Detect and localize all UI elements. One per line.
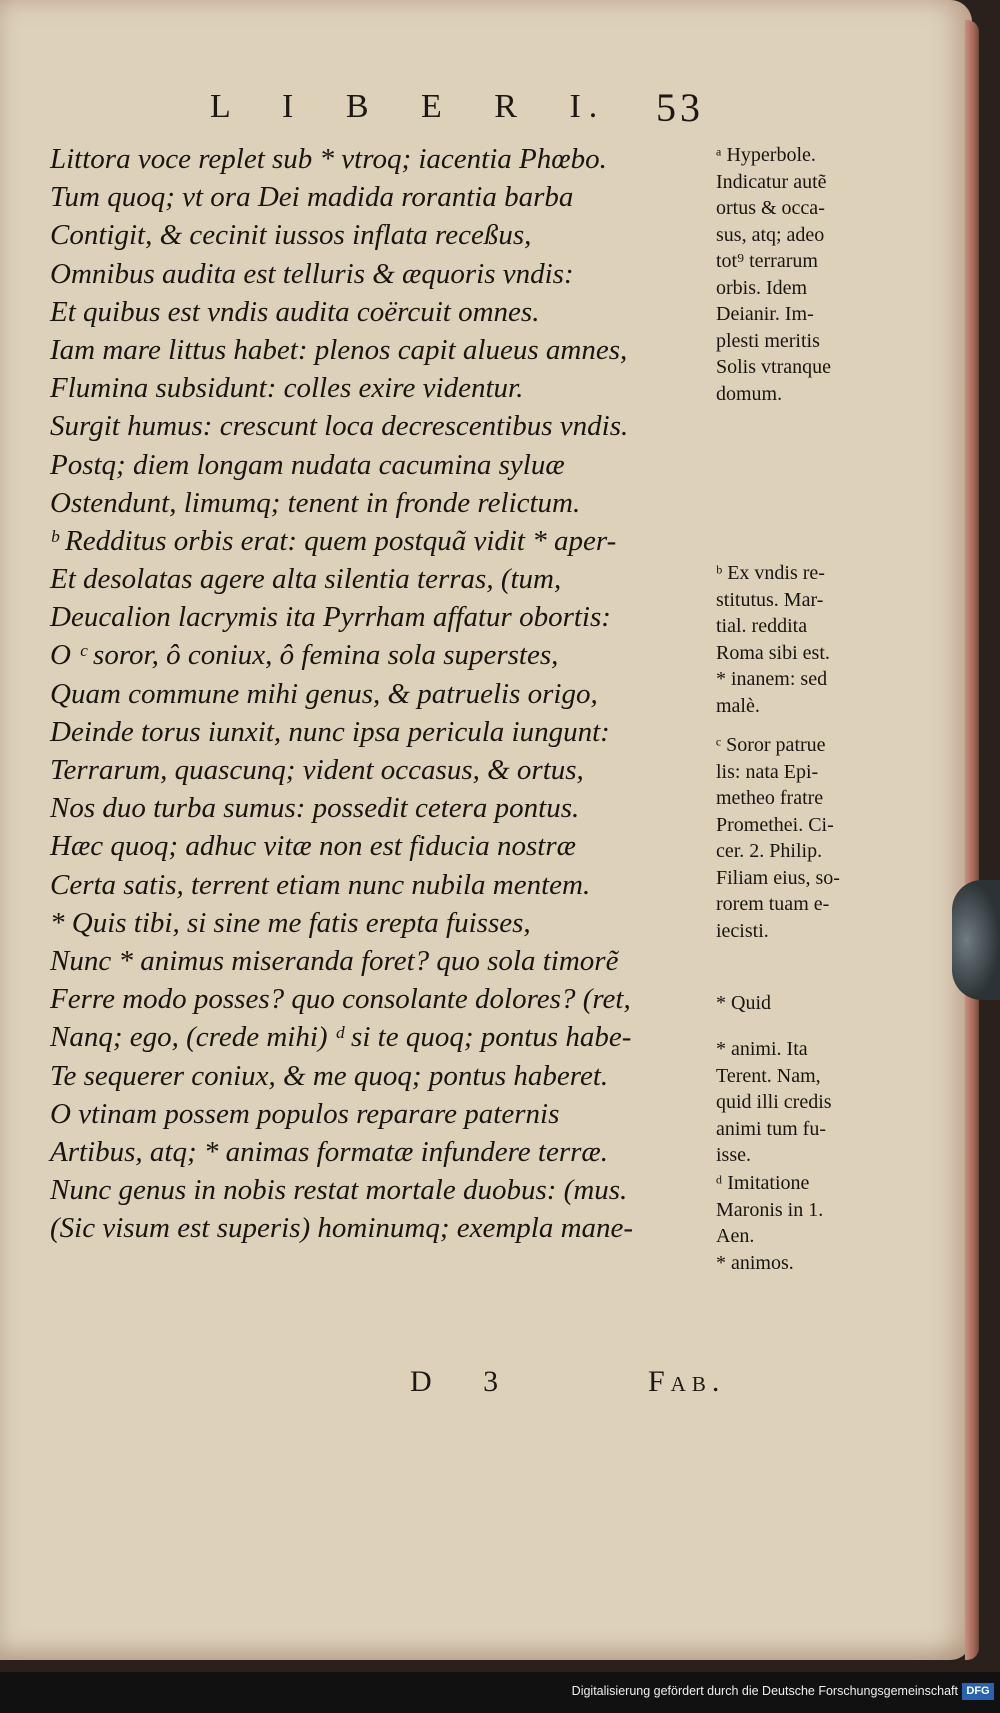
marginal-note — [716, 142, 898, 407]
note-line: tot⁹ terrarum — [716, 250, 818, 272]
note-line: Indicatur autẽ — [716, 170, 827, 193]
verse-line: Terrarum, quascunq; vident occasus, & ortus, — [50, 754, 584, 786]
running-header — [210, 84, 730, 134]
catchline — [410, 1365, 730, 1415]
verse-line: Nunc genus in nobis restat mortale duobus: (mus. — [50, 1174, 628, 1207]
verse-line: Nanq; ego, (crede mihi) ᵈ si te quoq; pontus habe- — [50, 1021, 632, 1054]
note-line: ᵃ Hyperbole. — [716, 144, 816, 166]
note-line: Roma sibi est. — [716, 641, 830, 664]
verse-line: Deucalion lacrymis ita Pyrrham affatur obortis: — [50, 601, 611, 634]
note-line: cer. 2. Philip. — [716, 840, 823, 862]
note-line: tial. reddita — [716, 615, 808, 637]
note-line: plesti meritis — [716, 329, 820, 352]
verse-line: O ᶜ soror, ô coniux, ô femina sola superstes, — [50, 639, 559, 672]
note-line: * animos. — [716, 1251, 794, 1274]
funding-credit: Digitalisierung gefördert durch die Deutsche Forschungsgemeinschaft — [571, 1684, 958, 1698]
note-line: orbis. Idem — [716, 276, 808, 299]
verse-line: O vtinam possem populos reparare paternis — [50, 1097, 560, 1130]
marginal-note — [716, 732, 898, 944]
note-line: Deianir. Im- — [716, 303, 814, 325]
marginal-note — [716, 1036, 898, 1169]
digitization-footer — [0, 1672, 1000, 1713]
catchword: Fab. — [648, 1365, 726, 1398]
verse-line: Flumina subsidunt: colles exire videntur. — [50, 372, 524, 405]
note-line: quid illi credis — [716, 1091, 832, 1113]
note-line: malè. — [716, 694, 760, 717]
marginal-note — [716, 1170, 898, 1276]
dfg-logo[interactable]: DFG — [962, 1683, 994, 1700]
verse-line: Te sequerer coniux, & me quoq; pontus haberet. — [50, 1059, 609, 1092]
note-line: rorem tuam e- — [716, 893, 830, 915]
verse-line: Artibus, atq; * animas formatæ infundere terræ. — [50, 1135, 608, 1168]
note-line: sus, atq; adeo — [716, 223, 825, 246]
verse-line: Et desolatas agere alta silentia terras, (tum, — [50, 563, 562, 596]
verse-line: Deinde torus iunxit, nunc ipsa pericula iungunt: — [50, 715, 610, 748]
verse-line: * Quis tibi, si sine me fatis erepta fuisses, — [50, 906, 531, 939]
verse-line: (Sic visum est superis) hominumq; exempla mane- — [50, 1212, 634, 1245]
note-line: Solis vtranque — [716, 356, 831, 378]
verse-line: Iam mare littus habet: plenos capit alueus amnes, — [50, 333, 628, 366]
verse-line: Postq; diem longam nudata cacumina syluæ — [50, 448, 565, 481]
marginal-note — [716, 560, 898, 719]
book-clasp — [952, 880, 1000, 1000]
verse-line: Littora voce replet sub * vtroq; iacentia Phœbo. — [50, 143, 607, 175]
note-line: Terent. Nam, — [716, 1064, 821, 1087]
page-edge — [965, 20, 979, 1660]
verse-line: Omnibus audita est telluris & æquoris vndis: — [50, 257, 574, 290]
marginal-note — [716, 990, 898, 1017]
note-line: Maronis in 1. — [716, 1198, 824, 1221]
note-line: Aen. — [716, 1225, 755, 1247]
verse-line: Surgit humus: crescunt loca decrescentibus vndis. — [50, 410, 629, 443]
note-line: lis: nata Epi- — [716, 760, 819, 783]
verse-column — [50, 140, 720, 1247]
verse-line: Certa satis, terrent etiam nunc nubila mentem. — [50, 868, 591, 901]
note-line: Filiam eius, so- — [716, 866, 840, 889]
verse-line: Tum quoq; vt ora Dei madida rorantia barba — [50, 181, 574, 214]
note-line: metheo fratre — [716, 787, 824, 809]
note-line: ortus & occa- — [716, 197, 825, 219]
verse-line: Contigit, & cecinit iussos inflata receßus, — [50, 219, 532, 252]
verse-line: Nunc * animus miseranda foret? quo sola timorẽ — [50, 944, 619, 977]
running-title: L I B E R I. — [210, 88, 606, 125]
verse-line: Hæc quoq; adhuc vitæ non est fiducia nostræ — [50, 830, 576, 863]
page-number: 53 — [656, 85, 704, 130]
note-line: domum. — [716, 382, 783, 405]
note-line: ᵈ Imitatione — [716, 1172, 810, 1194]
note-line: Promethei. Ci- — [716, 813, 834, 836]
note-line: iecisti. — [716, 919, 769, 942]
verse-line: ᵇ Redditus orbis erat: quem postquã vidit * aper- — [50, 524, 617, 557]
verse-line: Quam commune mihi genus, & patruelis origo, — [50, 677, 598, 710]
verse-line: Ostendunt, limumq; tenent in fronde relictum. — [50, 486, 581, 519]
note-line: * Quid — [716, 992, 771, 1014]
signature-mark: D 3 — [410, 1365, 521, 1398]
verse-line: Et quibus est vndis audita coërcuit omnes. — [50, 295, 540, 328]
verse-line: Ferre modo posses? quo consolante dolores? (ret, — [50, 983, 631, 1016]
note-line: * inanem: sed — [716, 668, 828, 690]
note-line: * animi. Ita — [716, 1038, 808, 1060]
note-line: animi tum fu- — [716, 1117, 826, 1140]
note-line: ᵇ Ex vndis re- — [716, 562, 825, 584]
note-line: isse. — [716, 1144, 751, 1166]
verse-line: Nos duo turba sumus: possedit cetera pontus. — [50, 792, 580, 825]
note-line: stitutus. Mar- — [716, 588, 824, 611]
note-line: ᶜ Soror patrue — [716, 734, 826, 756]
